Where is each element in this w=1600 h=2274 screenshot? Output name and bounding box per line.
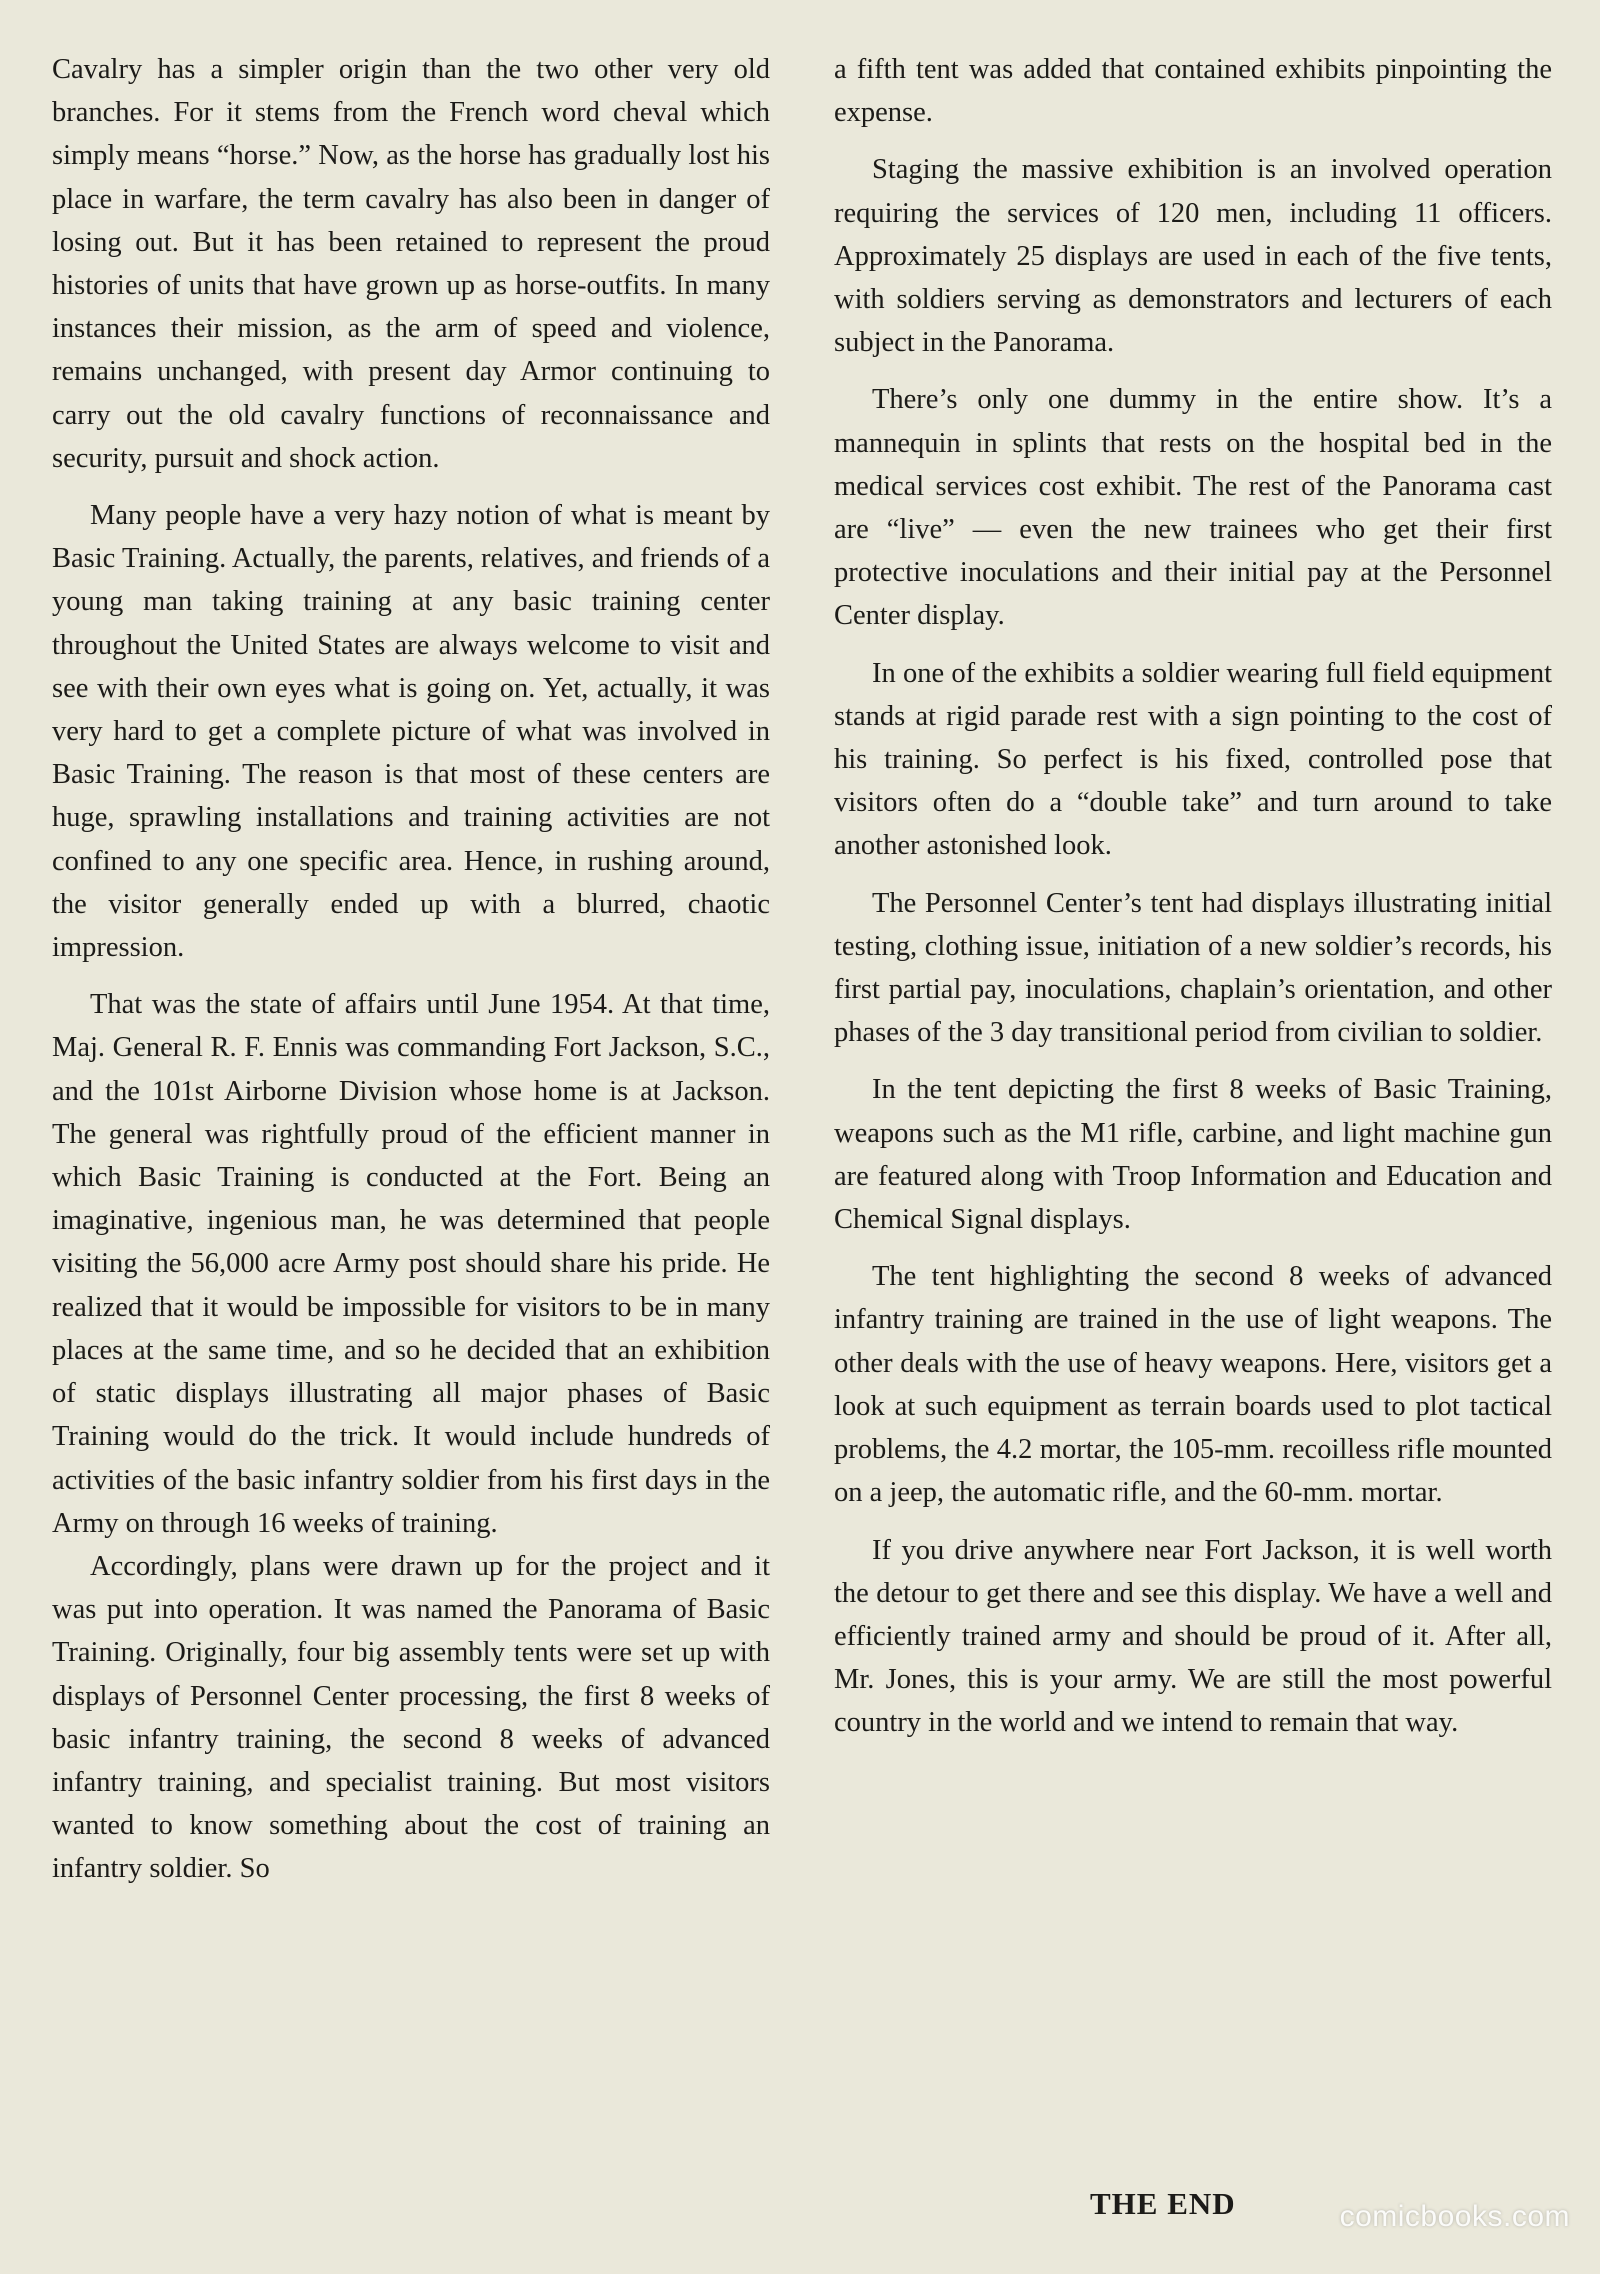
right-column: [834, 48, 1552, 1759]
paragraph-cavalry-origin: Cavalry has a simpler origin than the two other very old branches. For it stems from the French word cheval which simply means “horse.” Now, as the horse has gradually lost his place in warfare, the term cavalry has also been in danger of losing out. But it has been retained to represent the proud histories of units that have grown up as horse-outfits. In many instances their mission, as the arm of speed and violence, remains unchanged, with present day Armor continuing to carry out the old cavalry functions of reconnaissance and security, pursuit and shock action.: [52, 54, 770, 474]
paragraph-first-8-weeks-tent: In the tent depicting the first 8 weeks of Basic Training, weapons such as the M1 rifle, carbine, and light machine gun are featured along with Troop Information and Education and Chemical Signal displays.: [834, 1074, 1552, 1236]
paragraph-closing-fort-jackson: If you drive anywhere near Fort Jackson, it is well worth the detour to get there and see this display. We have a well and efficiently trained army and should be proud of it. After all, Mr. Jones, this is your army. We are still the most powerful country in the world and we intend to remain that way.: [834, 1534, 1552, 1739]
paragraph-personnel-center-tent: The Personnel Center’s tent had displays illustrating initial testing, clothing issue, initiation of a new soldier’s records, his first partial pay, inoculations, chaplain’s orientation, and other phases of the 3 day transitional period from civilian to soldier.: [834, 887, 1552, 1049]
site-watermark: comicbooks.com: [1339, 2200, 1570, 2233]
paragraph-second-8-weeks-tent: The tent highlighting the second 8 weeks of advanced infantry training are trained in the use of light weapons. The other deals with the use of heavy weapons. Here, visitors get a look at such equipment as terrain boards used to plot tactical problems, the 4.2 mortar, the 105-mm. recoilless rifle mounted on a jeep, the automatic rifle, and the 60-mm. mortar.: [834, 1261, 1552, 1509]
paragraph-staging-exhibition: Staging the massive exhibition is an involved operation requiring the services of 120 men, including 11 officers. Approximately 25 displays are used in each of the five tents, with soldiers serving as demonstrators and lecturers of each subject in the Panorama.: [834, 154, 1552, 359]
the-end-label: THE END: [1090, 2186, 1236, 2221]
left-column: [52, 48, 770, 1905]
paragraph-parade-rest-soldier: In one of the exhibits a soldier wearing full field equipment stands at rigid parade rest with a sign pointing to the cost of his training. So perfect is his fixed, controlled pose that visitors often do a “double take” and turn around to take another astonished look.: [834, 657, 1552, 862]
paragraph-basic-training-notion: Many people have a very hazy notion of what is meant by Basic Training. Actually, the parents, relatives, and friends of a young man taking training at any basic training center throughout the United States are always welcome to visit and see with their own eyes what is going on. Yet, actually, it was very hard to get a complete picture of what was involved in Basic Training. The reason is that most of these centers are huge, sprawling installations and training activities are not confined to any one specific area. Hence, in rushing around, the visitor generally ended up with a blurred, chaotic impression.: [52, 500, 770, 964]
paragraph-fifth-tent: a fifth tent was added that contained exhibits pinpointing the expense.: [834, 54, 1552, 129]
paragraph-fort-jackson-1954: That was the state of affairs until June 1954. At that time, Maj. General R. F. Ennis was commanding Fort Jackson, S.C., and the 101st Airborne Division whose home is at Jackson. The general was rightfully proud of the efficient manner in which Basic Training is conducted at the Fort. Being an imaginative, ingenious man, he was determined that people visiting the 56,000 acre Army post should share his pride. He realized that it would be impossible for visitors to be in many places at the same time, and so he decided that an exhibition of static displays illustrating all major phases of Basic Training would do the trick. It would include hundreds of activities of the basic infantry soldier from his first days in the Army on through 16 weeks of training.: [52, 989, 770, 1539]
paragraph-one-dummy: There’s only one dummy in the entire show. It’s a mannequin in splints that rests on the hospital bed in the medical services cost exhibit. The rest of the Panorama cast are “live” — even the new trainees who get their first protective inoculations and their initial pay at the Personnel Center display.: [834, 384, 1552, 632]
paragraph-panorama-plans: Accordingly, plans were drawn up for the project and it was put into operation. It was named the Panorama of Basic Training. Originally, four big assembly tents were set up with displays of Personnel Center processing, the first 8 weeks of basic infantry training, the second 8 weeks of advanced infantry training, and specialist training. But most visitors wanted to know something about the cost of training an infantry soldier. So: [52, 1550, 770, 1885]
